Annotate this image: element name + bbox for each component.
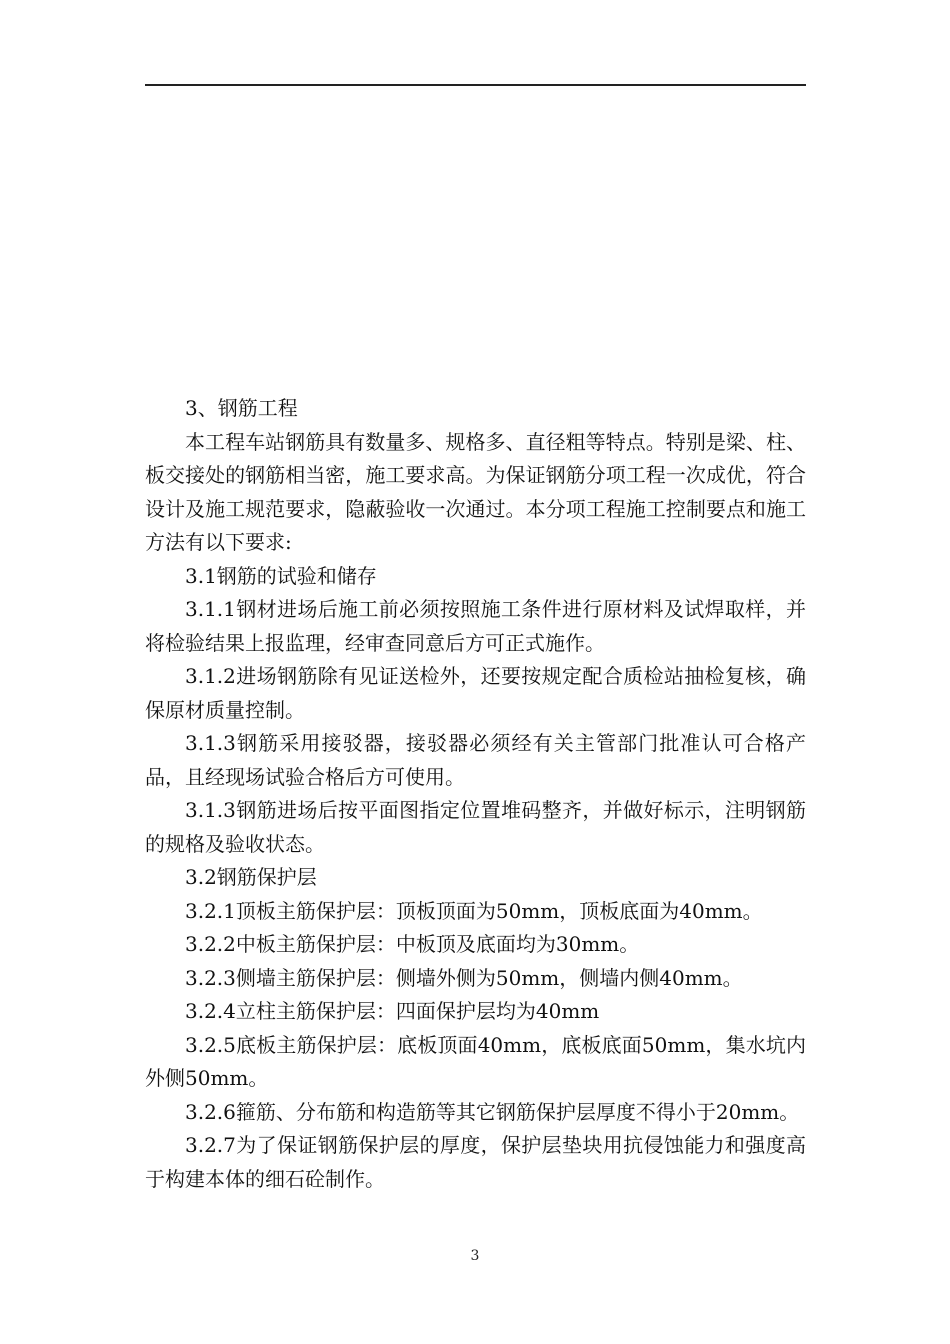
page-number: 3 [470,1248,480,1264]
clause-paragraph: 3.1.3钢筋进场后按平面图指定位置堆码整齐，并做好标示，注明钢筋的规格及验收状态。 [145,798,806,856]
subsection-heading: 3.1钢筋的试验和储存 [185,563,377,588]
clause-paragraph: 3.1.1钢材进场后施工前必须按照施工条件进行原材料及试焊取样，并将检验结果上报监理，经审查同意后方可正式施作。 [145,597,806,655]
clause-paragraph: 3.2.2中板主筋保护层：中板顶及底面均为30mm。 [185,932,640,956]
clause-paragraph: 3.2.4立柱主筋保护层：四面保护层均为40mm [185,999,600,1023]
subsection-heading: 3.2钢筋保护层 [185,865,317,889]
header-rule [145,84,806,86]
clause-paragraph: 3.2.7为了保证钢筋保护层的厚度，保护层垫块用抗侵蚀能力和强度高于构建本体的细石砼制作。 [145,1133,806,1191]
intro-paragraph: 本工程车站钢筋具有数量多、规格多、直径粗等特点。特别是梁、柱、板交接处的钢筋相当密，施工要求高。为保证钢筋分项工程一次成优，符合设计及施工规范要求，隐蔽验收一次通过。本分项工程施工控制要点和施工方法有以下要求: [145,429,806,554]
clause-paragraph: 3.1.2进场钢筋除有见证送检外，还要按规定配合质检站抽检复核，确保原材质量控制。 [145,664,806,722]
section-heading: 3、钢筋工程 [185,396,298,420]
clause-paragraph: 3.2.5底板主筋保护层：底板顶面40mm，底板底面50mm，集水坑内外侧50mm。 [145,1032,806,1090]
clause-paragraph: 3.2.3侧墙主筋保护层：侧墙外侧为50mm，侧墙内侧40mm。 [185,965,743,990]
document-body [145,392,806,1196]
clause-paragraph: 3.1.3钢筋采用接驳器，接驳器必须经有关主管部门批准认可合格产品，且经现场试验合格后方可使用。 [145,731,806,789]
clause-paragraph: 3.2.6箍筋、分布筋和构造筋等其它钢筋保护层厚度不得小于20mm。 [185,1099,800,1124]
clause-paragraph: 3.2.1顶板主筋保护层：顶板顶面为50mm，顶板底面为40mm。 [185,898,763,923]
